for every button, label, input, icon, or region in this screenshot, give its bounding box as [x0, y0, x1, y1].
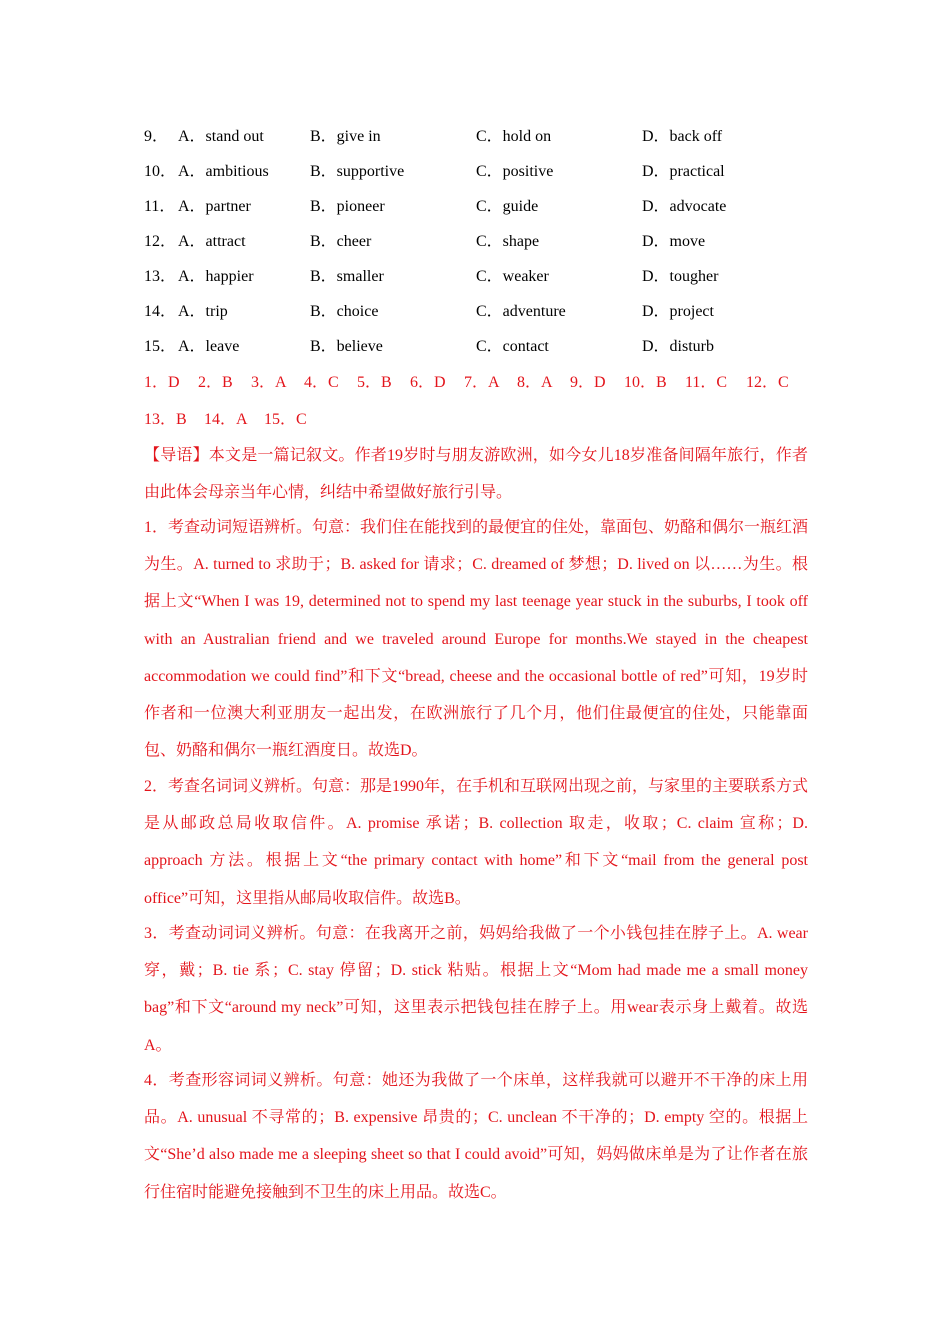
- question-row: [144, 329, 824, 364]
- question-number: 15．: [144, 338, 177, 355]
- answer-item: 12．C: [746, 374, 789, 391]
- option-b: B．supportive: [310, 163, 405, 180]
- option-c: C．hold on: [476, 128, 552, 145]
- option-b: B．give in: [310, 128, 381, 145]
- option-c: C．adventure: [476, 303, 566, 320]
- question-number: 14．: [144, 303, 177, 320]
- option-a: A．trip: [178, 303, 228, 320]
- explanation-paragraph: 1．考查动词短语辨析。句意：我们住在能找到的最便宜的住处，靠面包、奶酪和偶尔一瓶红酒为生。A. turned to 求助于；B. asked for 请求；C. dreamed of 梦想；D. lived on 以……为生。根据上文“When I was 19, determined not to spend my last teenage year stuck in the suburbs, I took off with an Australian friend and we traveled around Europe for months.We stayed in the cheapest accommodation we could find”和下文“bread, cheese and the occasional bottle of red”可知，19岁时作者和一位澳大利亚朋友一起出发，在欧洲旅行了几个月，他们住最便宜的住处，只能靠面包、奶酪和偶尔一瓶红酒度日。故选D。: [144, 519, 809, 760]
- intro-paragraph: 【导语】本文是一篇记叙文。作者19岁时与朋友游欧洲，如今女儿18岁准备间隔年旅行，作者由此体会母亲当年心情，纠结中希望做好旅行引导。: [144, 447, 808, 502]
- option-d: D．disturb: [642, 338, 715, 355]
- option-d: D．project: [642, 303, 714, 320]
- answer-item: 9．D: [570, 374, 606, 391]
- option-d: D．advocate: [642, 198, 727, 215]
- option-a: A．leave: [178, 338, 240, 355]
- question-row: [144, 259, 824, 294]
- answer-key-line: [144, 364, 824, 401]
- question-number: 12．: [144, 233, 177, 250]
- option-b: B．cheer: [310, 233, 372, 250]
- answer-item: 2．B: [198, 374, 233, 391]
- question-row: [144, 154, 824, 189]
- option-a: A．attract: [178, 233, 246, 250]
- question-number: 9．: [144, 128, 169, 145]
- option-a: A．happier: [178, 268, 254, 285]
- question-row: [144, 119, 824, 154]
- option-b: B．believe: [310, 338, 383, 355]
- answer-item: 3．A: [251, 374, 287, 391]
- question-row: [144, 294, 824, 329]
- option-d: D．back off: [642, 128, 723, 145]
- answer-item: 4．C: [304, 374, 339, 391]
- explanation-paragraph: 4．考查形容词词义辨析。句意：她还为我做了一个床单，这样我就可以避开不干净的床上用品。A. unusual 不寻常的；B. expensive 昂贵的；C. unclean 不干净的；D. empty 空的。根据上文“She’d also made me a sleeping sheet so that I could avoid”可知，妈妈做床单是为了让作者在旅行住宿时能避免接触到不卫生的床上用品。故选C。: [144, 1072, 808, 1201]
- answer-item: 1．D: [144, 374, 180, 391]
- option-d: D．move: [642, 233, 706, 250]
- question-row: [144, 224, 824, 259]
- answer-item: 10．B: [624, 374, 667, 391]
- option-a: A．stand out: [178, 128, 264, 145]
- question-number: 10．: [144, 163, 177, 180]
- question-number: 13．: [144, 268, 177, 285]
- answer-item: 7．A: [464, 374, 500, 391]
- option-d: D．practical: [642, 163, 725, 180]
- answer-item: 13．B: [144, 411, 187, 428]
- option-d: D．tougher: [642, 268, 719, 285]
- answer-item: 5．B: [357, 374, 392, 391]
- option-b: B．choice: [310, 303, 379, 320]
- answer-key-line: [144, 401, 824, 438]
- option-c: C．guide: [476, 198, 539, 215]
- answer-item: 11．C: [685, 374, 728, 391]
- option-c: C．weaker: [476, 268, 549, 285]
- explanation-paragraph: 2．考查名词词义辨析。句意：那是1990年，在手机和互联网出现之前，与家里的主要联系方式是从邮政总局收取信件。A. promise 承诺；B. collection 取走，收取；C. claim 宣称；D. approach 方法。根据上文“the primary contact with home”和下文“mail from the general post office”可知，这里指从邮局收取信件。故选B。: [144, 778, 809, 907]
- option-c: C．shape: [476, 233, 540, 250]
- answer-item: 14．A: [204, 411, 248, 428]
- question-number: 11．: [144, 198, 176, 215]
- option-b: B．smaller: [310, 268, 384, 285]
- option-a: A．partner: [178, 198, 251, 215]
- option-c: C．positive: [476, 163, 554, 180]
- option-c: C．contact: [476, 338, 549, 355]
- question-row: [144, 189, 824, 224]
- option-b: B．pioneer: [310, 198, 385, 215]
- option-a: A．ambitious: [178, 163, 269, 180]
- answer-item: 6．D: [410, 374, 446, 391]
- answer-item: 8．A: [517, 374, 553, 391]
- explanation-paragraph: 3．考查动词词义辨析。句意：在我离开之前，妈妈给我做了一个小钱包挂在脖子上。A. wear 穿，戴；B. tie 系；C. stay 停留；D. stick 粘贴。根据上文“Mom had made me a small money bag”和下文“around my neck”可知，这里表示把钱包挂在脖子上。用wear表示身上戴着。故选A。: [144, 925, 808, 1054]
- answer-item: 15．C: [264, 411, 307, 428]
